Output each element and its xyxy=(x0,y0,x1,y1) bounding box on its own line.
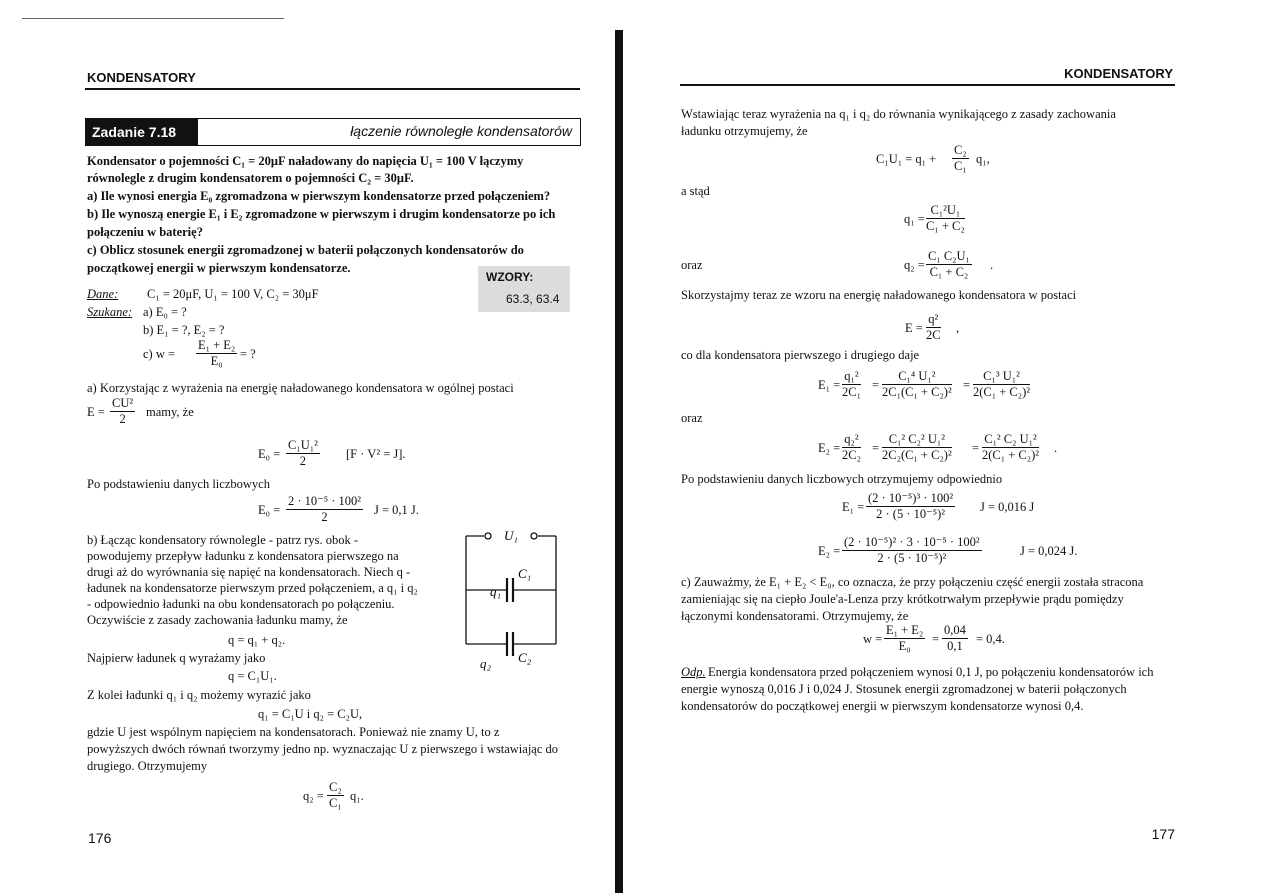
eq6-fraction-3 xyxy=(982,432,1039,463)
eq9-f2-denominator: 0,1 xyxy=(947,639,963,653)
eq1-fraction xyxy=(952,143,969,174)
text-gdzie-1: gdzie U jest wspólnym napięciem na kondensatorach. Ponieważ nie znamy U, to z xyxy=(87,725,500,739)
eq1-numerator: C₂ xyxy=(954,143,967,157)
eq-e0-denominator: 2 xyxy=(299,454,307,468)
eq-q2-fraction xyxy=(327,780,344,811)
left-header: KONDENSATORY xyxy=(87,70,196,85)
eq-q-cu: q = C₁U₁. xyxy=(228,669,277,683)
eq5-f2-denominator: 2C₁(C₁ + C₂)² xyxy=(882,385,952,399)
eq4-suffix: , xyxy=(956,321,960,335)
circuit-c1-label: C₁ xyxy=(518,566,532,581)
eq5-f3-denominator: 2(C₁ + C₂)² xyxy=(973,385,1031,399)
szukane-b: b) E₁ = ?, E₂ = ? xyxy=(143,323,225,337)
eq5-f2-numerator: C₁⁴ U₁² xyxy=(882,369,952,385)
eq5-equals-1: = xyxy=(872,378,880,392)
eq4-denominator: 2C xyxy=(926,328,941,342)
eq-e0num-numerator: 2 · 10⁻⁵ · 100² xyxy=(288,494,362,508)
eq1-suffix: q₁, xyxy=(976,152,990,166)
eq-q2-denominator: C₁ xyxy=(329,796,342,810)
eq-e0-unit: [F · V² = J]. xyxy=(346,447,406,461)
odp-line-2: energie wynoszą 0,016 J i 0,024 J. Stosunek energii zgromadzonej w baterii połączonych xyxy=(681,682,1127,696)
text-c-3: łączonymi kondensatorami. Otrzymujemy, że xyxy=(681,609,909,623)
line-po: Po podstawieniu danych liczbowych otrzymujemy odpowiednio xyxy=(681,472,1003,486)
circuit-q2-label: q₂ xyxy=(480,656,492,671)
eq6-fraction-1 xyxy=(842,432,861,463)
eq5-prefix: E₁ = xyxy=(818,378,841,392)
eq5-f1-denominator: 2C₁ xyxy=(842,385,861,399)
eq8-prefix: E₂ = xyxy=(818,544,841,558)
problem-line-2: równolegle z drugim kondensatorem o pojemności C₂ = 30μF. xyxy=(87,171,414,185)
text-zkolei: Z kolei ładunki q₁ i q₂ możemy wyrazić jako xyxy=(87,688,311,702)
eq6-prefix: E₂ = xyxy=(818,441,841,455)
right-line-1: Wstawiając teraz wyrażenia na q₁ i q₂ do równania wynikającego z zasady zachowania xyxy=(681,107,1116,121)
circuit-u-label: U₁ xyxy=(504,528,518,543)
task-label: Zadanie 7.18 xyxy=(86,119,198,145)
eq9-f1-denominator: E₀ xyxy=(898,639,911,653)
eq6-suffix: . xyxy=(1054,441,1058,455)
eq5-equals-2: = xyxy=(963,378,971,392)
eq-e0-fraction xyxy=(286,438,320,469)
dane-label: Dane: xyxy=(87,287,119,301)
text-c-2: zamieniając się na ciepło Joule'a-Lenza przy krótkotrwałym przepływie prądu pomiędzy xyxy=(681,592,1124,606)
eq6-f2-numerator: C₁² C₂² U₁² xyxy=(882,432,952,448)
szukane-c-suffix: = ? xyxy=(240,347,256,361)
text-b-6: Oczywiście z zasady zachowania ładunku mamy, że xyxy=(87,613,348,627)
problem-line-6: c) Oblicz stosunek energii zgromadzonej w baterii połączonych kondensatorów do xyxy=(87,243,524,257)
eq5-f1-numerator: q₁² xyxy=(842,369,861,385)
eq3-suffix: . xyxy=(990,258,994,272)
szukane-c-fraction xyxy=(196,338,237,369)
problem-line-4: b) Ile wynoszą energie E₁ i E₂ zgromadzone w pierwszym i drugim kondensatorze po ich xyxy=(87,207,556,221)
eq1-prefix: C₁U₁ = q₁ + xyxy=(876,152,937,166)
text-b-1: b) Łącząc kondensatory równolegle - patrz rys. obok - xyxy=(87,533,359,547)
szukane-label: Szukane: xyxy=(87,305,133,319)
szukane-c-numerator: E₁ + E₂ xyxy=(198,338,236,352)
wzory-label: WZORY: xyxy=(486,270,534,284)
oraz-1: oraz xyxy=(681,258,703,272)
circuit-terminal-left xyxy=(485,533,491,539)
eq2-fraction xyxy=(926,203,965,234)
eq8-denominator: 2 · (5 · 10⁻⁵)² xyxy=(877,551,947,565)
text-a2-denominator: 2 xyxy=(119,412,126,426)
eq-e0num-denominator: 2 xyxy=(321,510,328,524)
eq4-fraction xyxy=(926,312,941,343)
left-header-rule xyxy=(85,88,580,90)
eq3-fraction xyxy=(926,249,972,280)
a-stad: a stąd xyxy=(681,184,710,198)
circuit-terminal-right xyxy=(531,533,537,539)
right-line-2: ładunku otrzymujemy, że xyxy=(681,124,808,138)
szukane-c-denominator: E₀ xyxy=(210,354,223,368)
right-page-number: 177 xyxy=(1151,826,1175,842)
oraz-2: oraz xyxy=(681,411,703,425)
eq4-prefix: E = xyxy=(905,321,923,335)
eq-e0num-suffix: J = 0,1 J. xyxy=(374,503,419,517)
eq8-suffix: J = 0,024 J. xyxy=(1020,544,1078,558)
eq6-f2-denominator: 2C₂(C₁ + C₂)² xyxy=(882,448,952,462)
problem-line-3: a) Ile wynosi energia E₀ zgromadzona w pierwszym kondensatorze przed połączeniem? xyxy=(87,189,551,203)
circuit-q1-label: q₁ xyxy=(490,584,502,599)
eq9-prefix: w = xyxy=(863,632,883,646)
odp-line-3: kondensatorów do początkowej energii w pierwszym kondensatorze wynosi 0,4. xyxy=(681,699,1084,713)
text-najpierw: Najpierw ładunek q wyrażamy jako xyxy=(87,651,266,665)
eq-q-sum: q = q₁ + q₂. xyxy=(228,633,286,647)
text-c-1: c) Zauważmy, że E₁ + E₂ < E₀, co oznacza, że przy połączeniu część energii została stracona xyxy=(681,575,1144,589)
book-binding xyxy=(615,30,623,893)
szukane-c-prefix: c) w = xyxy=(143,347,176,361)
eq9-equals-1: = xyxy=(932,632,940,646)
eq2-denominator: C₁ + C₂ xyxy=(926,219,965,233)
eq2-prefix: q₁ = xyxy=(904,212,925,226)
task-topic: łączenie równoległe kondensatorów xyxy=(350,123,572,139)
eq6-f1-denominator: 2C₂ xyxy=(842,448,861,462)
eq2-numerator: C₁²U₁ xyxy=(926,203,965,219)
eq5-f3-numerator: C₁³ U₁² xyxy=(973,369,1030,385)
eq5-fraction-1 xyxy=(842,369,861,400)
eq9-fraction-1 xyxy=(884,623,925,654)
eq9-suffix: = 0,4. xyxy=(976,632,1005,646)
eq-e0-numerator: C₁U₁² xyxy=(288,438,318,452)
text-b-5: - odpowiednio ładunki na obu kondensatorach po połączeniu. xyxy=(87,597,395,611)
eq5-fraction-3 xyxy=(973,369,1030,400)
problem-line-5: połączeniu w baterię? xyxy=(87,225,203,239)
right-header-rule xyxy=(680,84,1175,86)
eq1-denominator: C₁ xyxy=(954,159,967,173)
eq6-f3-numerator: C₁² C₂ U₁² xyxy=(982,432,1039,448)
text-a1: a) Korzystając z wyrażenia na energię naładowanego kondensatora w ogólnej postaci xyxy=(87,381,514,395)
eq3-numerator: C₁ C₂U₁ xyxy=(928,249,970,263)
eq7-numerator: (2 · 10⁻⁵)³ · 100² xyxy=(868,491,954,505)
eq6-equals-2: = xyxy=(972,441,980,455)
odp-line-1: Energia kondensatora przed połączeniem wynosi 0,1 J, po połączeniu kondensatorów ich xyxy=(708,665,1154,679)
text-gdzie-2: powyższych dwóch równań tworzymy jedno np. wyznaczając U z pierwszego i wstawiając do xyxy=(87,742,559,756)
eq9-f2-numerator: 0,04 xyxy=(944,623,966,637)
eq-q2-suffix: q₁. xyxy=(350,789,364,803)
eq6-f1-numerator: q₂² xyxy=(842,432,861,448)
eq9-f1-numerator: E₁ + E₂ xyxy=(886,623,924,637)
eq3-denominator: C₁ + C₂ xyxy=(929,265,969,279)
right-header: KONDENSATORY xyxy=(1064,66,1173,81)
eq7-fraction xyxy=(866,491,955,522)
eq-q2-numerator: C₂ xyxy=(329,780,342,794)
problem-line-1: Kondensator o pojemności C₁ = 20μF naładowany do napięcia U₁ = 100 V łączymy xyxy=(87,154,524,168)
odp-label: Odp. xyxy=(681,665,706,679)
text-a2-fraction xyxy=(110,396,135,427)
eq4-numerator: q² xyxy=(926,312,941,328)
dane-values: C₁ = 20μF, U₁ = 100 V, C₂ = 30μF xyxy=(147,287,319,301)
top-scan-line xyxy=(22,18,284,19)
circuit-c2-label: C₂ xyxy=(518,650,532,665)
szukane-a: a) E₀ = ? xyxy=(143,305,187,319)
line-skorzystajmy: Skorzystajmy teraz ze wzoru na energię naładowanego kondensatora w postaci xyxy=(681,288,1077,302)
eq-e0-prefix: E₀ = xyxy=(258,447,281,461)
text-subst: Po podstawieniu danych liczbowych xyxy=(87,477,270,491)
problem-line-7: początkowej energii w pierwszym kondensatorze. xyxy=(87,261,351,275)
text-a2-suffix: mamy, że xyxy=(146,405,194,419)
eq6-fraction-2 xyxy=(882,432,952,463)
eq-e0num-prefix: E₀ = xyxy=(258,503,281,517)
eq7-denominator: 2 · (5 · 10⁻⁵)² xyxy=(876,507,945,521)
eq3-prefix: q₂ = xyxy=(904,258,925,272)
eq-q1-q2: q₁ = C₁U i q₂ = C₂U, xyxy=(258,707,363,721)
text-gdzie-3: drugiego. Otrzymujemy xyxy=(87,759,208,773)
eq7-suffix: J = 0,016 J xyxy=(980,500,1035,514)
wzory-refs: 63.3, 63.4 xyxy=(506,292,560,306)
eq-q2-prefix: q₂ = xyxy=(303,789,324,803)
eq6-f3-denominator: 2(C₁ + C₂)² xyxy=(982,448,1040,462)
text-b-3: drugi aż do wyrównania się napięć na kondensatorach. Niech q - xyxy=(87,565,411,579)
eq7-prefix: E₁ = xyxy=(842,500,865,514)
eq8-numerator: (2 · 10⁻⁵)² · 3 · 10⁻⁵ · 100² xyxy=(844,535,980,549)
eq-e0num-fraction xyxy=(286,494,363,525)
wzory-box xyxy=(478,266,570,312)
text-b-4: ładunek na kondensatorze pierwszym przed połączeniem, a q₁ i q₂ xyxy=(87,581,418,595)
circuit-diagram xyxy=(460,522,575,672)
left-page-number: 176 xyxy=(88,830,112,846)
eq9-fraction-2 xyxy=(942,623,968,654)
eq5-fraction-2 xyxy=(882,369,952,400)
line-codla: co dla kondensatora pierwszego i drugiego daje xyxy=(681,348,920,362)
eq6-equals-1: = xyxy=(872,441,880,455)
text-a2-numerator: CU² xyxy=(112,396,134,410)
text-a2-prefix: E = xyxy=(87,405,105,419)
eq8-fraction xyxy=(842,535,982,566)
text-b-2: powodujemy przepływ ładunku z kondensatora pierwszego na xyxy=(87,549,399,563)
task-title-bar xyxy=(85,118,581,146)
